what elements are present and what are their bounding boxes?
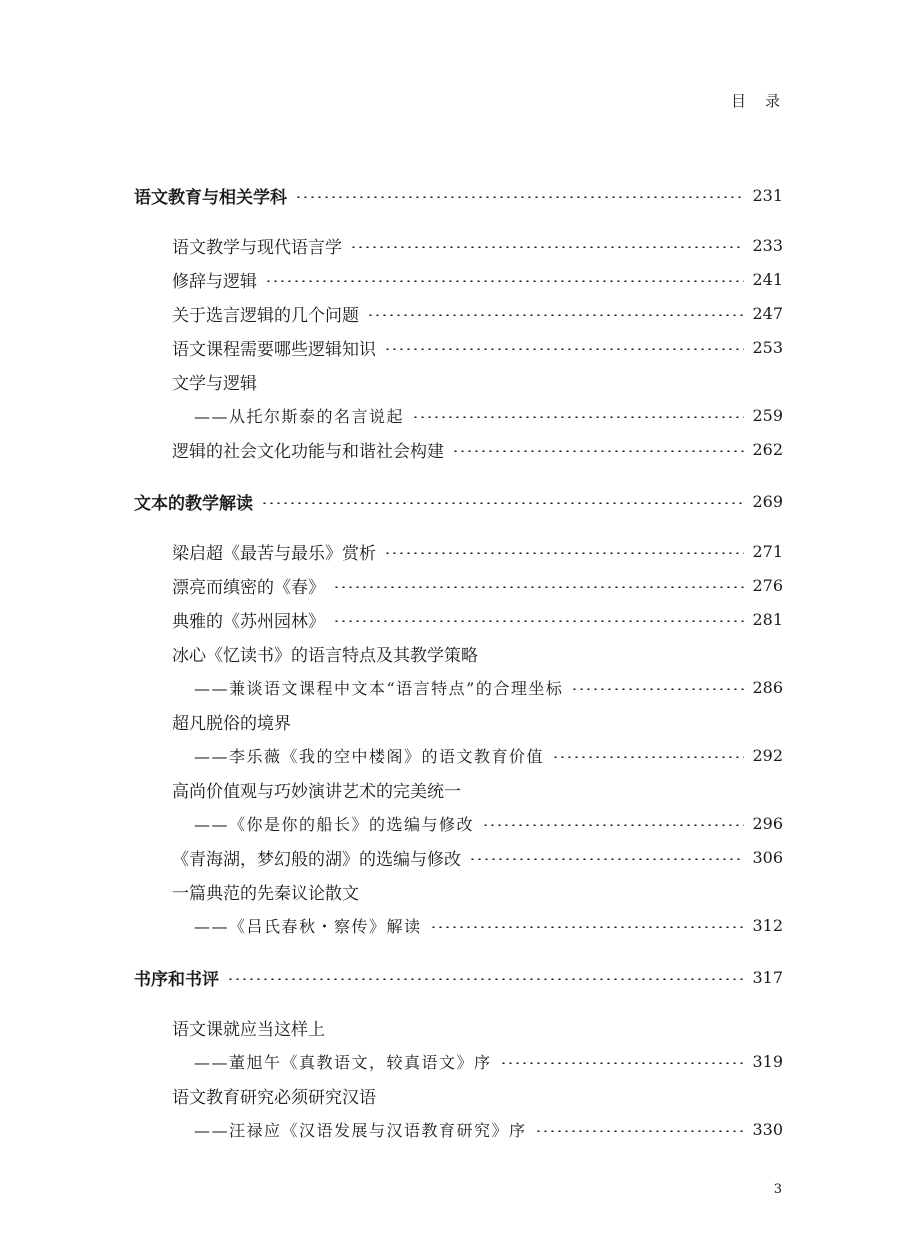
toc-title: ——董旭午《真教语文，较真语文》序 <box>194 1052 492 1072</box>
toc-title: ——兼谈语文课程中文本“语言特点”的合理坐标 <box>194 678 564 698</box>
toc-section-heading <box>134 486 783 516</box>
dot-leader <box>333 586 744 588</box>
toc-page-number: 312 <box>752 915 783 935</box>
toc-title: ——从托尔斯泰的名言说起 <box>194 406 405 426</box>
dot-leader <box>469 858 744 860</box>
toc-page-number: 286 <box>752 677 783 697</box>
toc-page-number: 269 <box>752 491 783 511</box>
page-number: 3 <box>773 1182 782 1197</box>
toc-entry <box>134 774 783 804</box>
toc-subtitle-line <box>134 808 783 838</box>
running-head: 目 录 <box>730 92 782 110</box>
dot-leader <box>265 280 744 282</box>
dot-leader <box>295 196 744 198</box>
toc-title: 文本的教学解读 <box>134 493 253 514</box>
dot-leader <box>571 688 744 690</box>
toc-entry <box>134 876 783 906</box>
toc-subtitle-line <box>134 672 783 702</box>
toc-title: 修辞与逻辑 <box>172 271 257 292</box>
toc-title: 书序和书评 <box>134 969 219 990</box>
toc-page-number: 241 <box>752 269 783 289</box>
toc-title: 典雅的《苏州园林》 <box>172 611 325 632</box>
toc-page-number: 276 <box>752 575 783 595</box>
toc-page-number: 306 <box>752 847 783 867</box>
toc-title: 逻辑的社会文化功能与和谐社会构建 <box>172 441 444 462</box>
toc-entry <box>134 1012 783 1042</box>
dot-leader <box>367 314 744 316</box>
toc-entry <box>134 706 783 736</box>
toc-title: ——李乐薇《我的空中楼阁》的语文教育价值 <box>194 746 545 766</box>
toc-title: 关于选言逻辑的几个问题 <box>172 305 359 326</box>
toc-section-heading <box>134 180 783 210</box>
toc-title: 文学与逻辑 <box>172 373 257 394</box>
dot-leader <box>333 620 744 622</box>
toc-title: 语文课就应当这样上 <box>172 1019 325 1040</box>
toc-page-number: 330 <box>752 1119 783 1139</box>
toc-page-number: 281 <box>752 609 783 629</box>
toc-page-number: 296 <box>752 813 783 833</box>
toc-entry <box>134 638 783 668</box>
dot-leader <box>384 552 744 554</box>
toc-page-number: 253 <box>752 337 783 357</box>
toc-entry <box>134 1080 783 1110</box>
toc-entry <box>134 264 783 294</box>
dot-leader <box>482 824 744 826</box>
toc-entry <box>134 536 783 566</box>
toc-title: 一篇典范的先秦议论散文 <box>172 883 359 904</box>
toc-entry <box>134 366 783 396</box>
toc-section-heading <box>134 962 783 992</box>
toc-page-number: 231 <box>752 185 783 205</box>
dot-leader <box>452 450 744 452</box>
toc-page-number: 233 <box>752 235 783 255</box>
dot-leader <box>261 502 744 504</box>
toc-page-number: 259 <box>752 405 783 425</box>
toc-title: 超凡脱俗的境界 <box>172 713 291 734</box>
toc-page-number: 317 <box>752 967 783 987</box>
toc-title: 语文教育与相关学科 <box>134 187 287 208</box>
toc-entry <box>134 298 783 328</box>
toc-title: 漂亮而缜密的《春》 <box>172 577 325 598</box>
toc-title: 梁启超《最苦与最乐》赏析 <box>172 543 376 564</box>
toc-page-number: 271 <box>752 541 783 561</box>
toc-subtitle-line <box>134 740 783 770</box>
toc-title: ——《你是你的船长》的选编与修改 <box>194 814 475 834</box>
toc-title: 高尚价值观与巧妙演讲艺术的完美统一 <box>172 781 461 802</box>
toc-page-number: 319 <box>752 1051 783 1071</box>
dot-leader <box>552 756 744 758</box>
toc-title: 冰心《忆读书》的语言特点及其教学策略 <box>172 645 478 666</box>
toc-subtitle-line <box>134 910 783 940</box>
toc-entry <box>134 570 783 600</box>
toc-page-number: 247 <box>752 303 783 323</box>
toc-page-number: 262 <box>752 439 783 459</box>
dot-leader <box>500 1062 745 1064</box>
toc-entry <box>134 230 783 260</box>
dot-leader <box>384 348 744 350</box>
toc-title: ——汪禄应《汉语发展与汉语教育研究》序 <box>194 1120 527 1140</box>
toc-title: 语文教学与现代语言学 <box>172 237 342 258</box>
toc-entry <box>134 434 783 464</box>
dot-leader <box>430 926 745 928</box>
toc-subtitle-line <box>134 1114 783 1144</box>
dot-leader <box>535 1130 745 1132</box>
dot-leader <box>412 416 744 418</box>
toc-subtitle-line <box>134 1046 783 1076</box>
toc-page-number: 292 <box>752 745 783 765</box>
toc-subtitle-line <box>134 400 783 430</box>
toc-title: 语文课程需要哪些逻辑知识 <box>172 339 376 360</box>
dot-leader <box>227 978 744 980</box>
dot-leader <box>350 246 744 248</box>
toc-title: 语文教育研究必须研究汉语 <box>172 1087 376 1108</box>
toc-entry <box>134 604 783 634</box>
toc-entry <box>134 332 783 362</box>
toc-entry <box>134 842 783 872</box>
toc-title: ——《吕氏春秋・察传》解读 <box>194 916 422 936</box>
toc-title: 《青海湖，梦幻般的湖》的选编与修改 <box>172 849 461 870</box>
